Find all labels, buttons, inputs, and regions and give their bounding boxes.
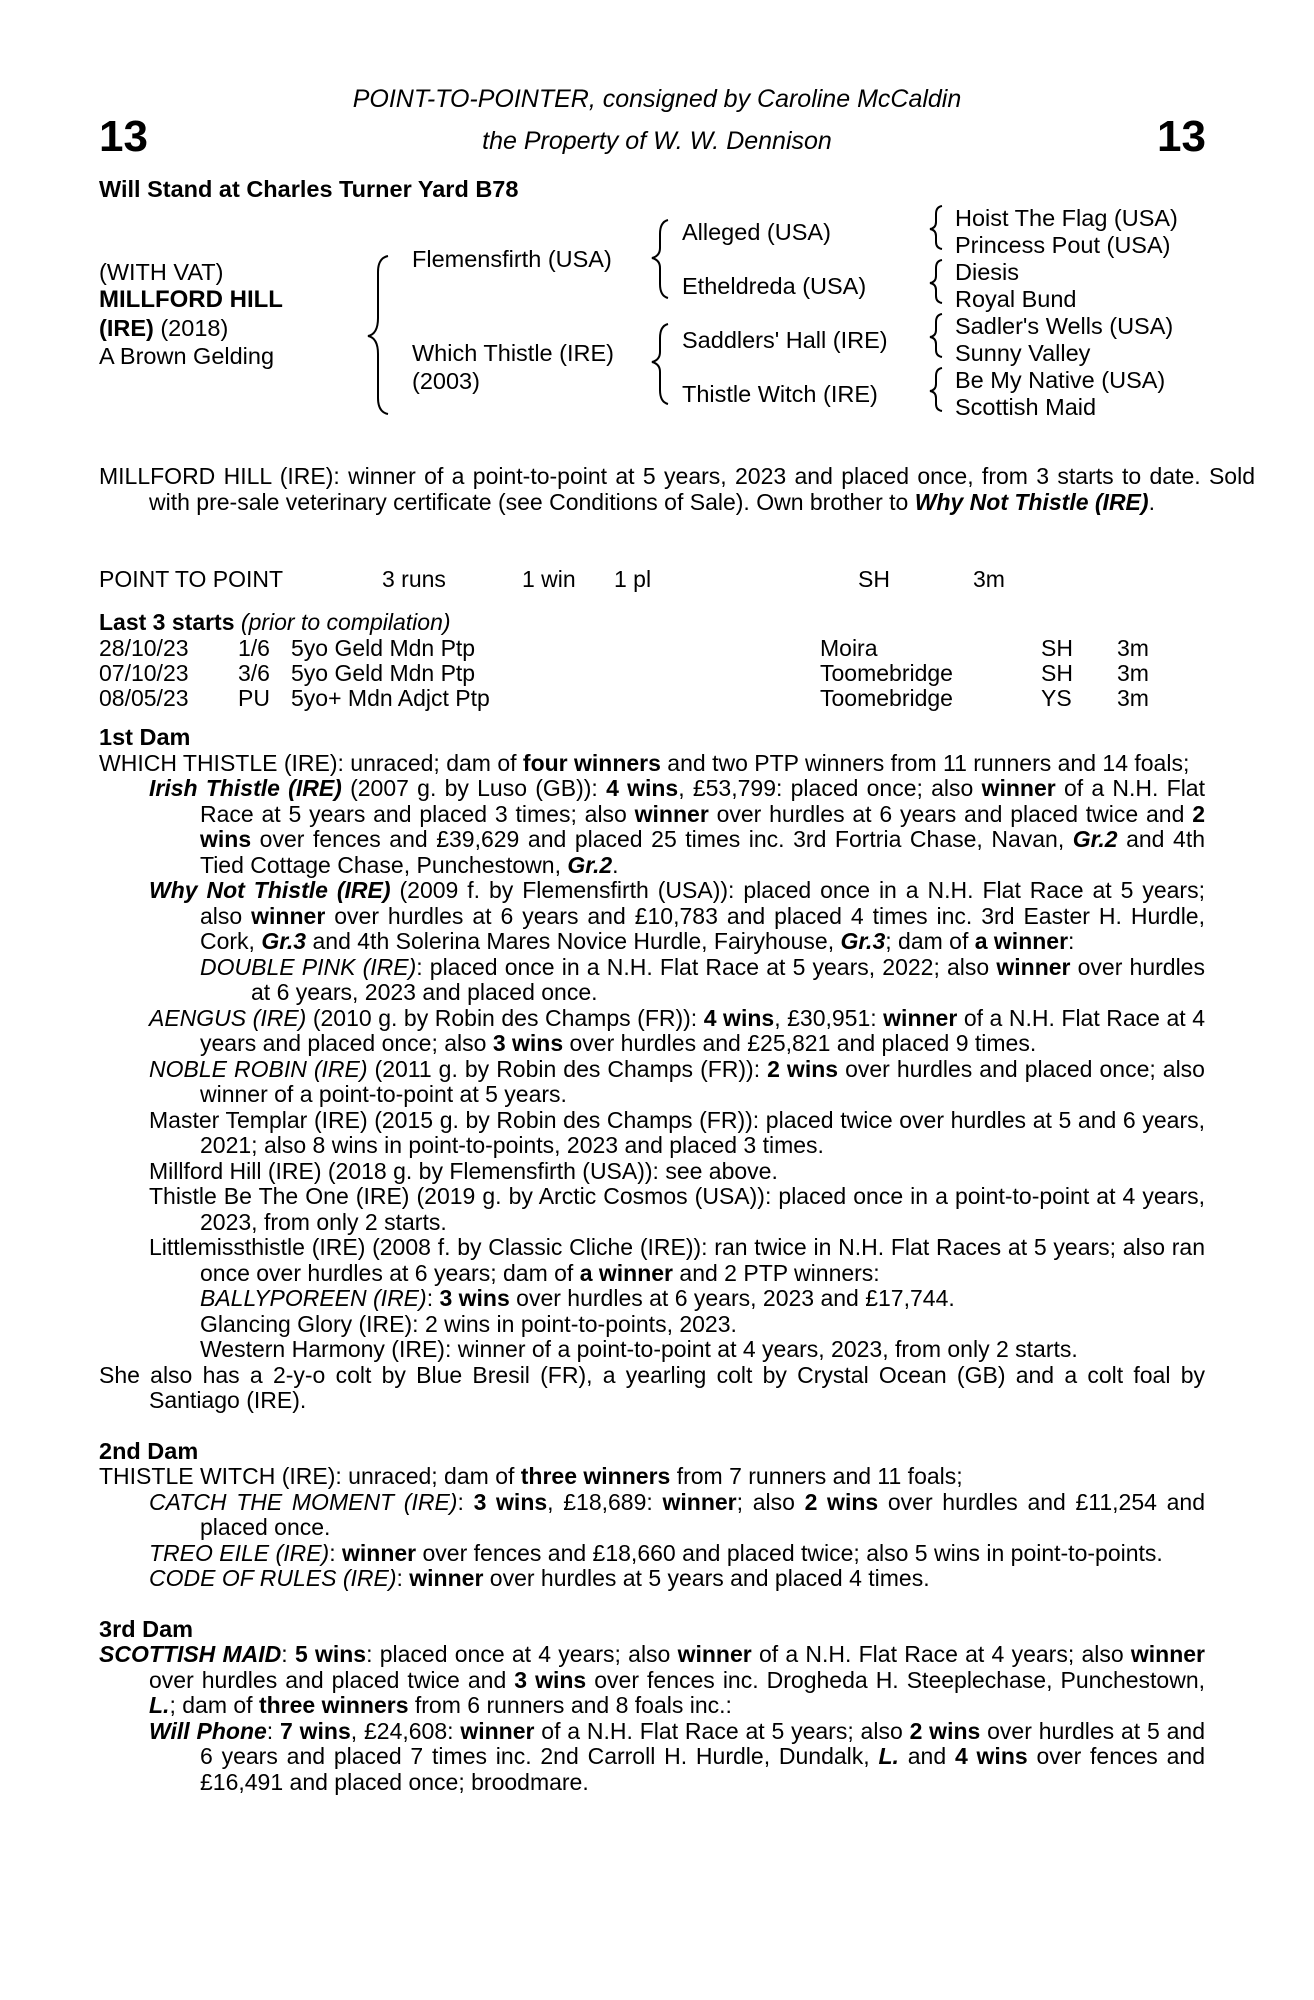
progeny-western-harmony: Western Harmony (IRE): winner of a point-to-point at 4 years, 2023, from only 2 starts. [200, 1336, 1078, 1362]
second-dam-intro: THISTLE WITCH (IRE): unraced; dam of three winners from 7 runners and 11 foals; [99, 1463, 963, 1489]
horse-origin: (IRE) [99, 315, 154, 341]
progeny-littlemissthistle: Littlemissthistle (IRE) (2008 f. by Classic Cliche (IRE)): ran twice in N.H. Flat Races at 5 years; also ran once over hurdles at 6 years; dam of a winner and 2 PTP winners: [149, 1234, 1205, 1286]
start-race: 5yo+ Mdn Adjct Ptp [291, 685, 490, 711]
progeny-aengus: AENGUS (IRE) (2010 g. by Robin des Champs (FR)): 4 wins, £30,951: winner of a N.H. Flat Race at 4 years and placed once; also 3 wins over hurdles and £25,821 and placed 9 times. [149, 1004, 1205, 1056]
stand-location: Will Stand at Charles Turner Yard B78 [99, 176, 519, 202]
start-position: 3/6 [238, 660, 270, 686]
horse-year: (2018) [153, 315, 229, 341]
horse-description: A Brown Gelding [99, 343, 275, 369]
first-dam-intro: WHICH THISTLE (IRE): unraced; dam of four winners and two PTP winners from 11 runners and 14 foals; [99, 749, 1190, 776]
record-wins: 1 win [522, 566, 576, 592]
brace-sire [652, 220, 668, 298]
progeny-master-templar: Master Templar (IRE) (2015 g. by Robin des Champs (FR)): placed twice over hurdles at 5 and 6 years, 2021; also 8 wins in point-to-points, 2023 and placed 3 times. [149, 1106, 1205, 1158]
ancestor-3: Diesis [955, 259, 1019, 285]
start-distance: 3m [1117, 635, 1149, 661]
consignment-line: POINT-TO-POINTER, consigned by Caroline McCaldin [352, 85, 962, 113]
ancestor-8: Scottish Maid [955, 394, 1097, 420]
summary-end: . [1148, 488, 1155, 515]
ancestor-7: Be My Native (USA) [955, 367, 1166, 393]
start-race: 5yo Geld Mdn Ptp [291, 635, 476, 661]
start-going: SH [1041, 635, 1073, 661]
record-placed: 1 pl [614, 566, 652, 592]
ancestor-2: Princess Pout (USA) [955, 232, 1171, 258]
record-going: SH [858, 566, 890, 592]
progeny-noble-robin: NOBLE ROBIN (IRE) (2011 g. by Robin des Champs (FR)): 2 wins over hurdles and placed once; also winner of a point-to-point at 5 years. [149, 1055, 1205, 1107]
horse-name: MILLFORD HILL [99, 286, 283, 313]
brace-etheldreda [930, 260, 942, 303]
start-date: 08/05/23 [99, 685, 189, 711]
last-starts-heading [99, 609, 451, 636]
first-dam-heading: 1st Dam [99, 724, 191, 750]
brace-main [368, 256, 388, 414]
progeny-millford-hill: Millford Hill (IRE) (2018 g. by Flemensfirth (USA)): see above. [149, 1157, 778, 1184]
progeny-glancing-glory: Glancing Glory (IRE): 2 wins in point-to-points, 2023. [200, 1310, 737, 1337]
ancestor-6: Sunny Valley [955, 340, 1091, 366]
progeny-thistle-be-the-one: Thistle Be The One (IRE) (2019 g. by Arctic Cosmos (USA)): placed once in a point-to-point at 4 years, 2023, from only 2 starts. [149, 1183, 1205, 1235]
start-course: Toomebridge [820, 660, 953, 686]
start-race: 5yo Geld Mdn Ptp [291, 660, 476, 686]
summary-text: MILLFORD HILL (IRE): winner of a point-to-point at 5 years, 2023 and placed once, from 3 starts to date. Sold with pre-sale veterinary certificate (see Conditions of Sale). Own brother to [99, 463, 1255, 515]
record-label: POINT TO POINT [99, 566, 284, 592]
dam-year: (2003) [412, 368, 480, 394]
record-runs: 3 runs [382, 566, 446, 592]
granddam-paternal: Etheldreda (USA) [682, 273, 867, 299]
progeny-double-pink: DOUBLE PINK (IRE): placed once in a N.H. Flat Race at 5 years, 2022; also winner over hurdles at 6 years, 2023 and placed once. [200, 953, 1205, 1005]
first-dam-also: She also has a 2-y-o colt by Blue Bresil (FR), a yearling colt by Crystal Ocean (GB) and a colt foal by Santiago (IRE). [99, 1361, 1205, 1413]
ancestor-4: Royal Bund [955, 286, 1077, 312]
start-distance: 3m [1117, 685, 1149, 711]
lot-number-right: 13 [1157, 112, 1206, 161]
dam-sections [99, 725, 1205, 1795]
progeny-treo-eile: TREO EILE (IRE): winner over fences and £18,660 and placed twice; also 5 wins in point-to-points. [149, 1539, 1163, 1566]
grandsire-maternal: Saddlers' Hall (IRE) [682, 327, 888, 353]
start-distance: 3m [1117, 660, 1149, 686]
start-date: 28/10/23 [99, 635, 189, 661]
property-line: the Property of W. W. Dennison [482, 127, 832, 155]
third-dam-heading: 3rd Dam [99, 1615, 194, 1642]
progeny-ballyporeen: BALLYPOREEN (IRE): 3 wins over hurdles at 6 years, 2023 and £17,744. [200, 1285, 955, 1311]
brace-saddlers [930, 314, 942, 357]
brace-alleged [930, 206, 942, 249]
ancestor-5: Sadler's Wells (USA) [955, 313, 1174, 339]
last-starts-title: Last 3 starts [99, 609, 235, 635]
vat-note: (WITH VAT) [99, 259, 224, 285]
start-course: Toomebridge [820, 685, 953, 711]
progeny-code-of-rules: CODE OF RULES (IRE): winner over hurdles at 5 years and placed 4 times. [149, 1565, 930, 1591]
granddam-maternal: Thistle Witch (IRE) [682, 381, 878, 407]
brother-name: Why Not Thistle (IRE) [914, 488, 1149, 515]
start-position: 1/6 [238, 635, 270, 661]
second-dam-heading: 2nd Dam [99, 1437, 199, 1464]
start-going: YS [1041, 685, 1072, 711]
record-distance: 3m [973, 566, 1005, 592]
dam-name: Which Thistle (IRE) [412, 340, 614, 366]
ancestor-1: Hoist The Flag (USA) [955, 205, 1178, 231]
start-going: SH [1041, 660, 1073, 686]
horse-summary [99, 464, 1255, 515]
lot-number-left: 13 [99, 112, 148, 161]
third-dam-scottish-maid: SCOTTISH MAID: 5 wins: placed once at 4 years; also winner of a N.H. Flat Race at 4 years; also winner over hurdles and placed twice and 3 wins over fences inc. Drogheda H. Steeplechase, Punchestown, L.; dam of three winners from 6 runners and 8 foals inc.: [99, 1641, 1206, 1718]
brace-dam [652, 324, 668, 404]
start-course: Moira [820, 635, 878, 661]
start-date: 07/10/23 [99, 660, 189, 686]
progeny-irish-thistle: Irish Thistle (IRE) (2007 g. by Luso (GB)): 4 wins, £53,799: placed once; also winner of a N.H. Flat Race at 5 years and placed 3 times; also winner over hurdles at 6 years and placed twice and 2 wins over fences and £39,629 and placed 25 times inc. 3rd Fortria Chase, Navan, Gr.2 and 4th Tied Cottage Chase, Punchestown, Gr.2. [149, 775, 1205, 878]
grandsire-paternal: Alleged (USA) [682, 219, 831, 245]
progeny-why-not-thistle: Why Not Thistle (IRE) (2009 f. by Flemensfirth (USA)): placed once in a N.H. Flat Race at 5 years; also winner over hurdles at 6 years and £10,783 and placed 4 times inc. 3rd Easter H. Hurdle, Cork, Gr.3 and 4th Solerina Mares Novice Hurdle, Fairyhouse, Gr.3; dam of a winner: [149, 877, 1205, 954]
progeny-will-phone: Will Phone: 7 wins, £24,608: winner of a N.H. Flat Race at 5 years; also 2 wins over hurdles at 5 and 6 years and placed 7 times inc. 2nd Carroll H. Hurdle, Dundalk, L. and 4 wins over fences and £16,491 and placed once; broodmare. [149, 1717, 1205, 1795]
start-position: PU [238, 685, 270, 711]
last-starts-subtitle: (prior to compilation) [234, 609, 451, 635]
brace-witch [930, 368, 942, 411]
sire-name: Flemensfirth (USA) [412, 246, 612, 272]
progeny-catch-the-moment: CATCH THE MOMENT (IRE): 3 wins, £18,689: winner; also 2 wins over hurdles and £11,254 and placed once. [149, 1488, 1206, 1540]
